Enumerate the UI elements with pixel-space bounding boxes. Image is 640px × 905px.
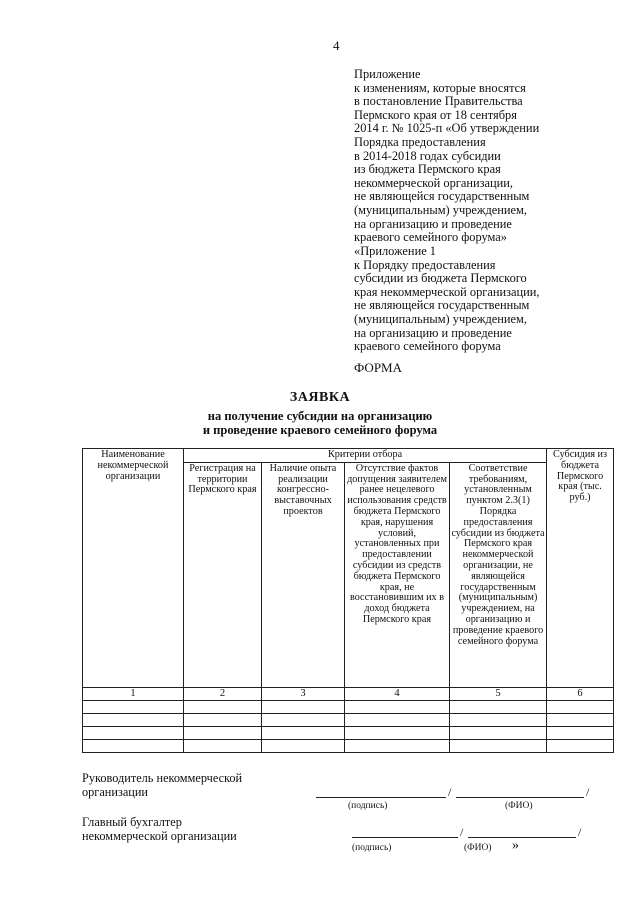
table-cell[interactable] [547,739,614,752]
accountant-signature-label: Главный бухгалтер некоммерческой организации [82,815,237,843]
appendix-line: Приложение [354,67,421,81]
appendix-line: на организацию и проведение [354,216,512,231]
table-row[interactable] [83,726,614,739]
appendix-line: краевого семейного форума» [354,230,507,245]
table-cell[interactable] [345,726,450,739]
header-compliance: Соответствие требованиям, установленным пунктом 2.3(1) Порядка предоставления субсидии из бюджета Пермского края некоммерческой организации, не являющейся государственным (муниципальным) учреждением, на организацию и проведение краевого семейного форума [450,462,547,687]
column-number: 2 [184,687,262,700]
appendix-line: некоммерческой организации, [354,175,514,190]
slash-separator: / [460,825,464,839]
appendix-line: к изменениям, которые вносятся [354,80,526,95]
accountant-signature-line[interactable] [352,837,458,838]
appendix1-line: на организацию и проведение [354,325,512,340]
appendix1-line: к Порядку предоставления [354,257,496,272]
page-number: 4 [333,38,340,53]
table-cell[interactable] [547,700,614,713]
table-row[interactable] [83,700,614,713]
appendix-line: в постановление Правительства [354,94,523,109]
table-cell[interactable] [184,713,262,726]
appendix1-line: субсидии из бюджета Пермского [354,271,527,286]
signature-caption: (подпись) [352,843,392,853]
header-org-name: Наименование некоммерческой организации [83,449,184,688]
header-subsidy: Субсидия из бюджета Пермского края (тыс. руб.) [547,449,614,688]
head-signature-line[interactable] [316,797,446,798]
appendix-line: 2014 г. № 1025-п «Об утверждении [354,121,540,136]
table-cell[interactable] [83,713,184,726]
table-cell[interactable] [83,700,184,713]
table-cell[interactable] [184,700,262,713]
table-cell[interactable] [345,700,450,713]
table-cell[interactable] [262,726,345,739]
appendix1-line: краевого семейного форума [354,339,501,354]
table-cell[interactable] [184,739,262,752]
table-cell[interactable] [547,713,614,726]
header-experience: Наличие опыта реализации конгрессно-выставочных проектов [262,462,345,687]
table-cell[interactable] [547,726,614,739]
appendix1-line: не являющейся государственным [354,298,530,313]
appendix-line: (муниципальным) учреждением, [354,202,527,217]
table-cell[interactable] [83,726,184,739]
appendix-line: Порядка предоставления [354,134,486,149]
slash-separator: / [578,825,582,839]
name-caption: (ФИО) [505,801,533,811]
table-cell[interactable] [345,713,450,726]
accountant-name-line[interactable] [468,837,576,838]
document-subtitle-line1: на получение субсидии на организацию [207,409,433,423]
table-cell[interactable] [262,700,345,713]
signature-caption: (подпись) [348,801,388,811]
closing-quote: » [512,838,519,853]
table-cell[interactable] [83,739,184,752]
head-name-line[interactable] [456,797,584,798]
slash-separator: / [586,785,590,799]
header-no-misuse: Отсутствие фактов допущения заявителем ранее нецелевого использования средств бюджета Пермского края, нарушения условий, установленных при предоставлении субсидии из средств бюджета Пермского края, не восстановившим их в доход бюджета Пермского края [345,462,450,687]
document-subtitle-line2: и проведение краевого семейного форума [202,423,438,437]
table-cell[interactable] [450,739,547,752]
column-number: 4 [345,687,450,700]
appendix-line: не являющейся государственным [354,189,530,204]
appendix-line: из бюджета Пермского края [354,162,501,177]
appendix-header [354,68,539,245]
table-cell[interactable] [450,700,547,713]
slash-separator: / [448,785,452,799]
application-table [82,448,614,753]
name-caption: (ФИО) [464,843,492,853]
column-number: 3 [262,687,345,700]
column-number: 6 [547,687,614,700]
table-cell[interactable] [345,739,450,752]
table-row[interactable] [83,713,614,726]
table-cell[interactable] [262,739,345,752]
table-cell[interactable] [262,713,345,726]
column-number: 5 [450,687,547,700]
appendix-line: Пермского края от 18 сентября [354,107,517,122]
appendix1-line: края некоммерческой организации, [354,284,540,299]
form-label: ФОРМА [354,360,402,375]
table-row[interactable] [83,739,614,752]
column-number: 1 [83,687,184,700]
appendix-line: в 2014-2018 годах субсидии [354,148,501,163]
appendix1-header [354,245,540,354]
table-cell[interactable] [450,726,547,739]
document-title: ЗАЯВКА [289,390,351,405]
appendix1-line: «Приложение 1 [354,244,436,258]
head-signature-label: Руководитель некоммерческой организации [82,771,243,799]
header-criteria: Критерии отбора [184,449,547,463]
table-cell[interactable] [450,713,547,726]
appendix1-line: (муниципальным) учреждением, [354,311,527,326]
header-registration: Регистрация на территории Пермского края [184,462,262,687]
table-cell[interactable] [184,726,262,739]
